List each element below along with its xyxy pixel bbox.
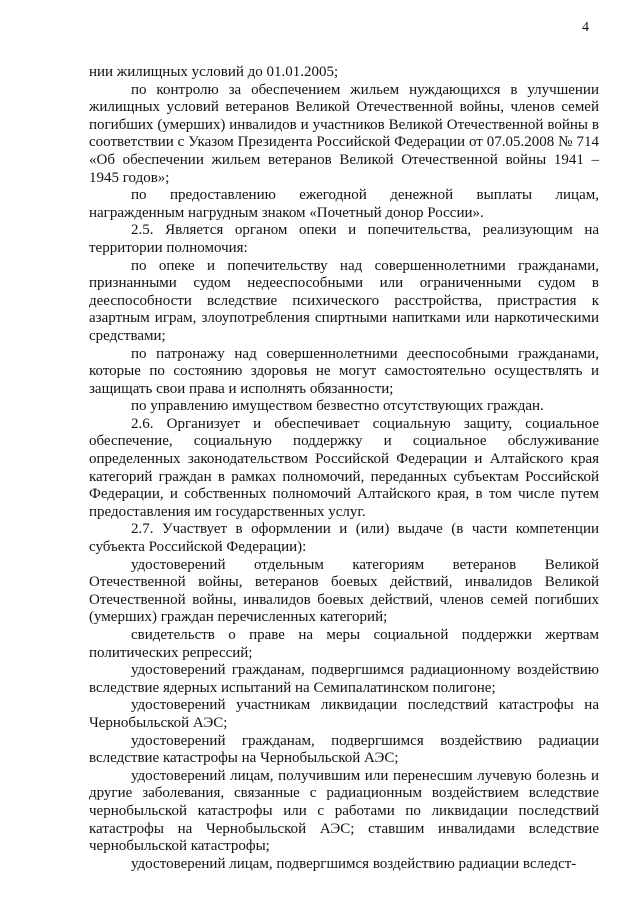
paragraph: по опеке и попечительству над совершеннолетними гражданами, признанными судом недееспособными или ограниченными судом в дееспособности вследствие психического расстройства, пристрастия к азартным играм, злоупотребления спиртными напитками или наркотическими средствами; <box>89 257 599 344</box>
paragraph: удостоверений гражданам, подвергшимся воздействию радиации вследствие катастрофы на Чернобыльской АЭС; <box>89 732 599 767</box>
paragraph: удостоверений лицам, подвергшимся воздействию радиации вследст- <box>131 855 577 872</box>
paragraph: свидетельств о праве на меры социальной поддержки жертвам политических репрессий; <box>89 627 599 661</box>
paragraph: нии жилищных условий до 01.01.2005; <box>89 64 339 80</box>
paragraph: по патронажу над совершеннолетними дееспособными гражданами, которые по состоянию здоровья не могут самостоятельно осуществлять и защищать свои права и исполнять обязанности; <box>89 345 599 397</box>
paragraph: удостоверений гражданам, подвергшимся радиационному воздействию вследствие ядерных испытаний на Семипалатинском полигоне; <box>89 662 599 696</box>
paragraph: по управлению имуществом безвестно отсутствующих граждан. <box>131 398 544 415</box>
paragraph: 2.6. Организует и обеспечивает социальную защиту, социальное обеспечение, социальную поддержку и социальное обслуживание определенных законодательством Российской Федерации и Алтайского края категорий граждан в рамках полномочий, переданных субъектам Российской Федерации, и собственных полномочий Алтайского края, в том числе путем предоставления им государственных услуг. <box>89 415 599 520</box>
paragraph: по контролю за обеспечением жильем нуждающихся в улучшении жилищных условий ветеранов Великой Отечественной войны, членов семей погибших (умерших) инвалидов и участников Великой Отечественной войны в соответствии с Указом Президента Российской Федерации от 07.05.2008 № 714 «Об обеспечении жильем ветеранов Великой Отечественной войны 1941 – 1945 годов»; <box>89 81 599 186</box>
paragraph: по предоставлению ежегодной денежной выплаты лицам, награжденным нагрудным знаком «Почетный донор России». <box>89 187 599 221</box>
paragraph: удостоверений лицам, получившим или перенесшим лучевую болезнь и другие заболевания, связанные с радиационным воздействием вследствие чернобыльской катастрофы или с работами по ликвидации последствий катастрофы на Чернобыльской АЭС; ставшим инвалидами вследствие чернобыльской катастрофы; <box>89 767 599 855</box>
document-body <box>89 64 599 873</box>
paragraph: удостоверений участникам ликвидации последствий катастрофы на Чернобыльской АЭС; <box>89 697 599 731</box>
paragraph: удостоверений отдельным категориям ветеранов Великой Отечественной войны, ветеранов боевых действий, инвалидов Великой Отечественной войны, инвалидов боевых действий, членов семей погибших (умерших) граждан перечисленных категорий; <box>89 556 599 626</box>
paragraph: 2.7. Участвует в оформлении и (или) выдаче (в части компетенции субъекта Российской Федерации): <box>89 521 599 556</box>
paragraph: 2.5. Является органом опеки и попечительства, реализующим на территории полномочия: <box>89 222 599 256</box>
page-number: 4 <box>582 20 589 35</box>
